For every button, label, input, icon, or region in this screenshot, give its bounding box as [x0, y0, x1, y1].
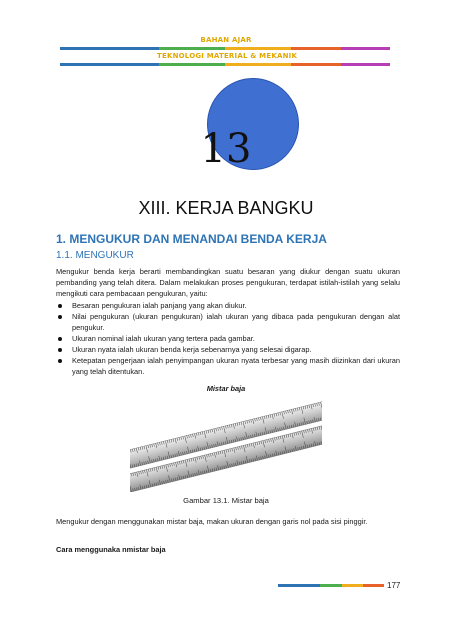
steel-ruler-image — [130, 396, 322, 492]
list-item — [56, 311, 400, 333]
list-item-text: Ukuran nyata ialah ukuran benda kerja sebenarnya yang selesai digarap. — [72, 345, 312, 354]
figure-label: Mistar baja — [206, 384, 246, 393]
footer-color-bar — [278, 584, 384, 587]
list-item-text: Besaran pengukuran ialah panjang yang akan diukur. — [72, 301, 247, 310]
bullet-icon — [58, 304, 62, 308]
list-item — [56, 355, 400, 377]
header-color-bar-2 — [60, 63, 390, 66]
figure-caption: Gambar 13.1. Mistar baja — [183, 496, 269, 505]
bullet-icon — [58, 315, 62, 319]
subsection-title: Cara menggunaka nmistar baja — [56, 545, 166, 554]
list-item-text: Ketepatan pengerjaan ialah penyimpangan ukuran nyata terbesar yang masih diizinkan dari ukuran yang telah ditentukan. — [72, 356, 400, 376]
header-title: BAHAN AJAR — [200, 36, 252, 44]
subsection-heading: 1.1. MENGUKUR — [56, 250, 134, 261]
page-number: 177 — [387, 581, 401, 590]
list-item — [56, 344, 400, 355]
list-item — [56, 300, 400, 311]
bullet-icon — [58, 359, 62, 363]
header-color-bar — [60, 47, 390, 50]
definition-list — [56, 300, 400, 377]
chapter-title: XIII. KERJA BANGKU — [138, 198, 314, 218]
list-item-text: Nilai pengukuran (ukuran pengukuran) ialah ukuran yang dibaca pada pengukuran dengan alat pengukur. — [72, 312, 400, 332]
section-heading: 1. MENGUKUR DAN MENANDAI BENDA KERJA — [56, 232, 327, 246]
header-subtitle: TEKNOLOGI MATERIAL & MEKANIK — [157, 52, 298, 60]
list-item — [56, 333, 400, 344]
bullet-icon — [58, 348, 62, 352]
list-item-text: Ukuran nominal ialah ukuran yang tertera pada gambar. — [72, 334, 255, 343]
chapter-number: 13 — [200, 126, 252, 172]
bullet-icon — [58, 337, 62, 341]
intro-paragraph: Mengukur benda kerja berarti membandingkan suatu besaran yang diukur dengan suatu ukuran pembanding yang telah ditera. Dalam melakukan proses pengukuran, terdapat istilah-istilah yang selalu mengikuti cara pembacaan pengukuran, yaitu: — [56, 267, 400, 298]
paragraph-2: Mengukur dengan menggunakan mistar baja, makan ukuran dengan garis nol pada sisi pinggir. — [56, 517, 368, 526]
